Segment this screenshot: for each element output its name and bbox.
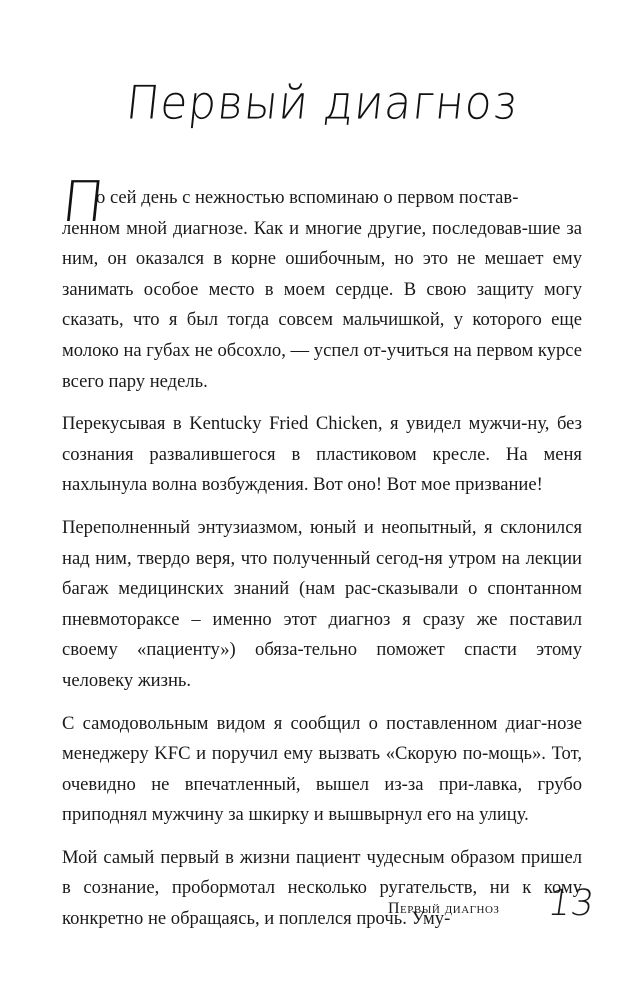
- body-text: [58, 170, 582, 947]
- paragraph-1: [58, 170, 582, 397]
- chapter-title: Первый диагноз: [123, 76, 521, 131]
- drop-cap: П: [58, 170, 108, 235]
- paragraph-4: С самодовольным видом я сообщил о поставленном диаг-нозе менеджеру KFC и поручил ему вызвать «Скорую по-мощь». Тот, очевидно не впечатленный, вышел из-за при-лавка, грубо приподнял мужчину за шкирку и вышвырнул его на улицу.: [62, 712, 582, 826]
- paragraph-3: Переполненный энтузиазмом, юный и неопытный, я склонился над ним, твердо веря, что полученный сегод-ня утром на лекции багаж медицинских знаний (нам рас-сказывали о спонтанном пневмотораксе – именно этот диагноз я сразу же поставил своему «пациенту») обяза-тельно поможет спасти этому человеку жизнь.: [62, 516, 582, 691]
- paragraph-1-rest: ленном мной диагнозе. Как и многие другие, последовав-шие за ним, он оказался в корне ошибочным, но это не мешает ему занимать особое место в моем сердце. В свою защиту могу сказать, что я был тогда совсем мальчишкой, у которого еще молоко на губах не обсохло, — успел от-учиться на первом курсе всего пару недель.: [62, 217, 582, 392]
- paragraph-2: Перекусывая в Kentucky Fried Chicken, я увидел мужчи-ну, без сознания развалившегося в пластиковом кресле. На меня нахлынула волна возбуждения. Вот оно! Вот мое призвание!: [62, 413, 582, 496]
- page-number: 13: [545, 883, 597, 924]
- paragraph-5: Мой самый первый в жизни пациент чудесным образом пришел в сознание, пробормотал несколько ругательств, ни к кому конкретно не обращаясь, и поплелся прочь. Уму-: [62, 846, 582, 930]
- running-footer-title: Первый диагноз: [388, 900, 500, 917]
- paragraph-1-lead: о сей день с нежностью вспоминаю о первом постав-: [96, 187, 519, 208]
